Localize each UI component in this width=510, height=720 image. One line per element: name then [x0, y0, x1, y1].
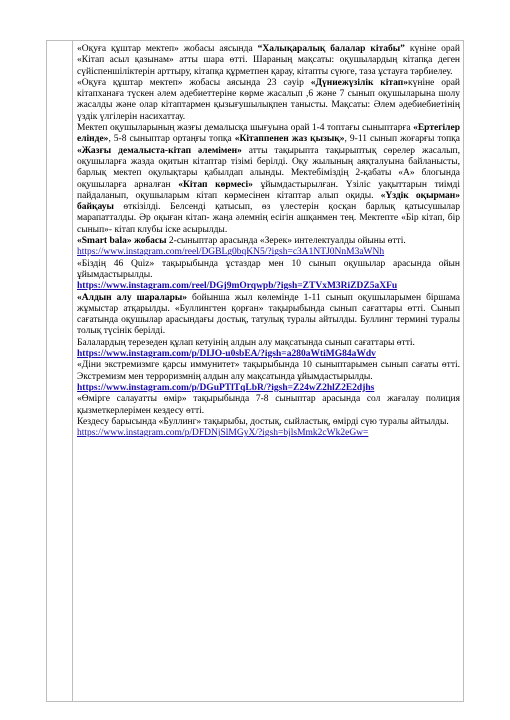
- paragraph-world-book-day: «Оқуға құштар мектеп» жобасы аясында 23 сәуір «Дүниежүзілік кітап»күніне орай кітапханаға түскен әлем әдебиеттеріне көрме жасалып ,6 және 7 сынып оқушыларына шолу жасалды және олар кітаптармен қызығушылықпен танысты. Мақсаты: Әлем әдебиебиетінің үздік үлгілерін насихаттау.: [77, 77, 460, 122]
- paragraph-prevention: «Алдын алу шаралары» бойынша жыл көлемінде 1-11 сынып оқушыларымен біршама жұмыстар атқарылды. «Буллингтен қорған» тақырыбында сынып сағаттары өтті. Сынып сағатында оқушылар арасындағы достық, татулық туралы айтылды. Буллинг термині туралы толық түсінік берілді.: [77, 292, 461, 337]
- paragraph-window-safety: Балалардың терезеден құлап кетуінің алдын алу мақсатында сынып сағаттары өтті.: [77, 337, 415, 348]
- paragraph-quiz: «Біздің 46 Quiz» тақырыбында ұстаздар мен 10 сынып оқушылар арасында ойын ұйымдастырылды.: [77, 258, 460, 280]
- instagram-link-1[interactable]: https://www.instagram.com/reel/DGBLg0bqKN5/?igsh=c3A1NTJ0NnM3aWNh: [77, 247, 385, 258]
- paragraph-book-day: «Оқуға құштар мектеп» жобасы аясында “Халықаралық балалар кітабы” күніне орай «Кітап асыл қазынам» атты шара өтті. Шараның мақсаты: оқушылардың кітапқа деген сүйіспеншіліктерін арттыру, кітапқа құрметпен қарау, кітапты сүюге, таза ұстауға тәрбиелеу.: [77, 44, 460, 77]
- instagram-link-2[interactable]: https://www.instagram.com/reel/DGj9mOrqwpb/?igsh=ZTVxM3RiZDZ5aXFu: [77, 281, 398, 292]
- paragraph-smart-bala: «Smart bala» жобасы 2-сыныптар арасында «Зерек» интелектуалды ойыны өтті.: [77, 236, 406, 247]
- instagram-link-5[interactable]: https://www.instagram.com/p/DFDNjSlMGyX/?igsh=bjlsMmk2cWk2eGw=: [77, 428, 369, 439]
- paragraph-meeting: Кездесу барысында «Буллинг» тақырыбы, достық, сыйластық, өмірді сүю туралы айтылды.: [77, 416, 449, 427]
- paragraph-healthy-life: «Өмірге салауатты өмір» тақырыбында 7-8 сыныптар арасында сол жағалау полиция қызметкерлерімен кездесу өтті.: [77, 394, 460, 416]
- column-divider: [72, 40, 73, 702]
- document-body: [77, 44, 460, 439]
- paragraph-extremism: «Діни экстремизмге қарсы иммунитет» тақырыбында 10 сыныптарымен сынып сағаты өтті. Экстремизм мен терроризмнің алдын алу мақсатында ұйымдастырылды.: [77, 360, 460, 382]
- instagram-link-4[interactable]: https://www.instagram.com/p/DGuPTlTqLbR/?igsh=Z24wZ2hlZ2E2djhs: [77, 382, 375, 393]
- paragraph-summer-reading: Мектеп оқушыларының жазғы демалысқа шығуына орай 1-4 топтағы сыныптарға «Ертегілер елінде», 5-8 сыныптар ортаңғы топқа «Кітаппенен жаз қызық», 9-11 сынып жоғарғы топқа «Жазғы демалыста-кітап әлемімен» атты тақырыпта тақырыптық сөрелер жасалып, оқушыларға жазда оқитын кітаптар тізімі берілді. Оқу жылының аяқталуына байланысты, барлық мектеп оқулықтары қабылдап алынды. Мектебіміздің 2-қабаты «А» блогында оқушыларға арналған «Кітап көрмесі» ұйымдастырылған. Үзіліс уақыттарын тиімді пайдаланып, оқушыларым кітап көрмесінен кітаптар алып оқиды. «Үздік оқырман» байқауы өткізілді. Белсенді қатысып, өз үлестерін қосқан барлық қатысушылар марапатталды. Әр оқыған кітап- жаңа әлемнің есігін ашқанмен тең. Мектепте «Бір кітап, бір сынып»- кітап клубы іске асырылды.: [77, 123, 461, 235]
- instagram-link-3[interactable]: https://www.instagram.com/p/DIJO-u0sbEA/?igsh=a280aWtiMG84aWdv: [77, 349, 376, 360]
